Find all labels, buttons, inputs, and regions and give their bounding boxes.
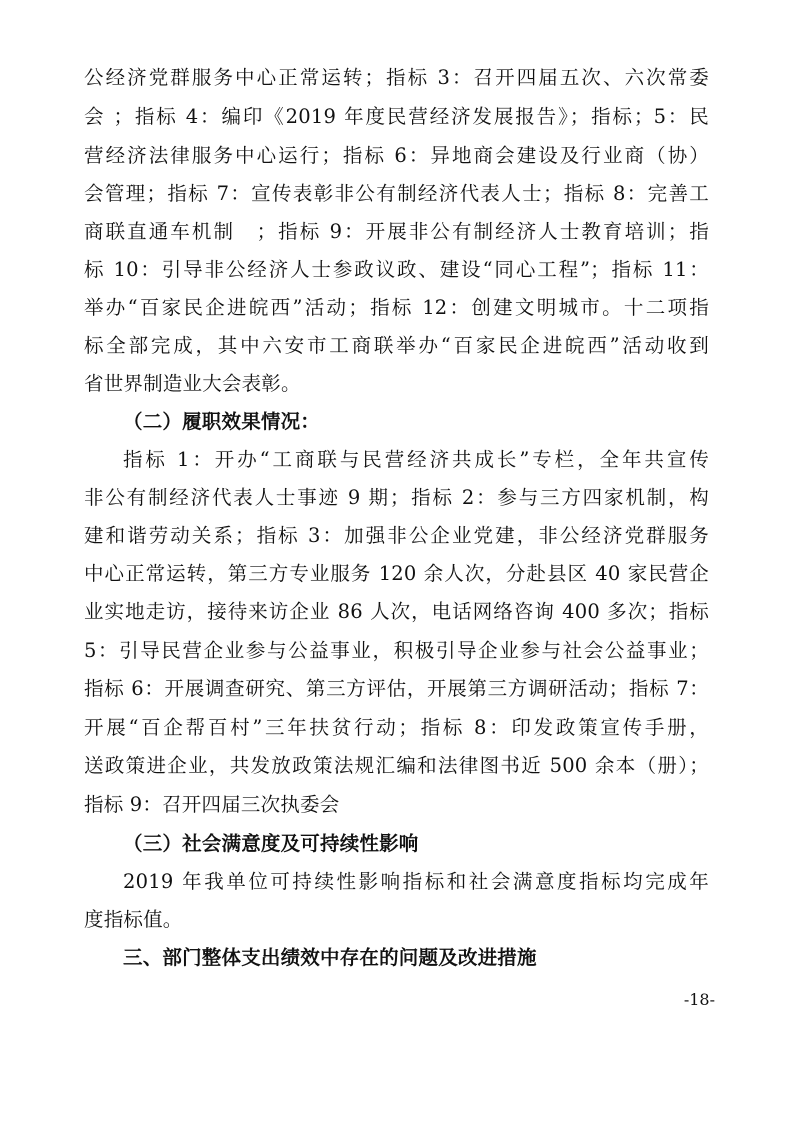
body-text-line: 业实地走访，接待来访企业 86 人次，电话网络咨询 400 多次；指标 bbox=[84, 600, 709, 623]
body-text-line: 开展“百企帮百村”三年扶贫行动；指标 8：印发政策宣传手册， bbox=[84, 716, 709, 739]
page-number: -18- bbox=[683, 990, 715, 1009]
body-text-line: 度指标值。 bbox=[84, 908, 183, 931]
body-text-line: 中心正常运转，第三方专业服务 120 余人次，分赴县区 40 家民营企 bbox=[84, 562, 709, 585]
chapter-heading: 三、部门整体支出绩效中存在的问题及改进措施 bbox=[123, 946, 537, 969]
body-text-line: 会 ；指标 4：编印《2019 年度民营经济发展报告》；指标；5：民 bbox=[84, 105, 709, 128]
body-text-line: 指标 9：召开四届三次执委会 bbox=[84, 793, 340, 816]
body-text-line: 2019 年我单位可持续性影响指标和社会满意度指标均完成年 bbox=[123, 870, 709, 893]
body-text-line: 公经济党群服务中心正常运转；指标 3：召开四届五次、六次常委 bbox=[84, 66, 709, 89]
body-text-line: 标全部完成，其中六安市工商联举办“百家民企进皖西”活动收到 bbox=[84, 334, 709, 357]
body-text-line: 指标 1：开办“工商联与民营经济共成长”专栏，全年共宣传 bbox=[123, 448, 709, 471]
section-heading: （三）社会满意度及可持续性影响 bbox=[123, 832, 419, 855]
body-text-line: 指标 6：开展调查研究、第三方评估，开展第三方调研活动；指标 7： bbox=[84, 677, 709, 700]
body-text-line: 建和谐劳动关系；指标 3：加强非公企业党建，非公经济党群服务 bbox=[84, 524, 709, 547]
body-text-line: 营经济法律服务中心运行；指标 6：异地商会建设及行业商（协） bbox=[84, 144, 709, 167]
section-heading: （二）履职效果情况： bbox=[123, 410, 321, 433]
body-text-line: 举办“百家民企进皖西”活动；指标 12：创建文明城市。十二项指 bbox=[84, 296, 709, 319]
body-text-line: 5：引导民营企业参与公益事业，积极引导企业参与社会公益事业； bbox=[84, 639, 709, 662]
body-text-line: 省世界制造业大会表彰。 bbox=[84, 372, 301, 395]
body-text-line: 送政策进企业，共发放政策法规汇编和法律图书近 500 余本（册）； bbox=[84, 754, 709, 777]
body-text-line: 非公有制经济代表人士事迹 9 期；指标 2：参与三方四家机制，构 bbox=[84, 486, 709, 509]
body-text-line: 会管理；指标 7：宣传表彰非公有制经济代表人士；指标 8：完善工 bbox=[84, 182, 709, 205]
body-text-line: 标 10：引导非公经济人士参政议政、建设“同心工程”；指标 11： bbox=[84, 258, 709, 281]
body-text-line: 商联直通车机制 ；指标 9：开展非公有制经济人士教育培训；指 bbox=[84, 220, 709, 243]
